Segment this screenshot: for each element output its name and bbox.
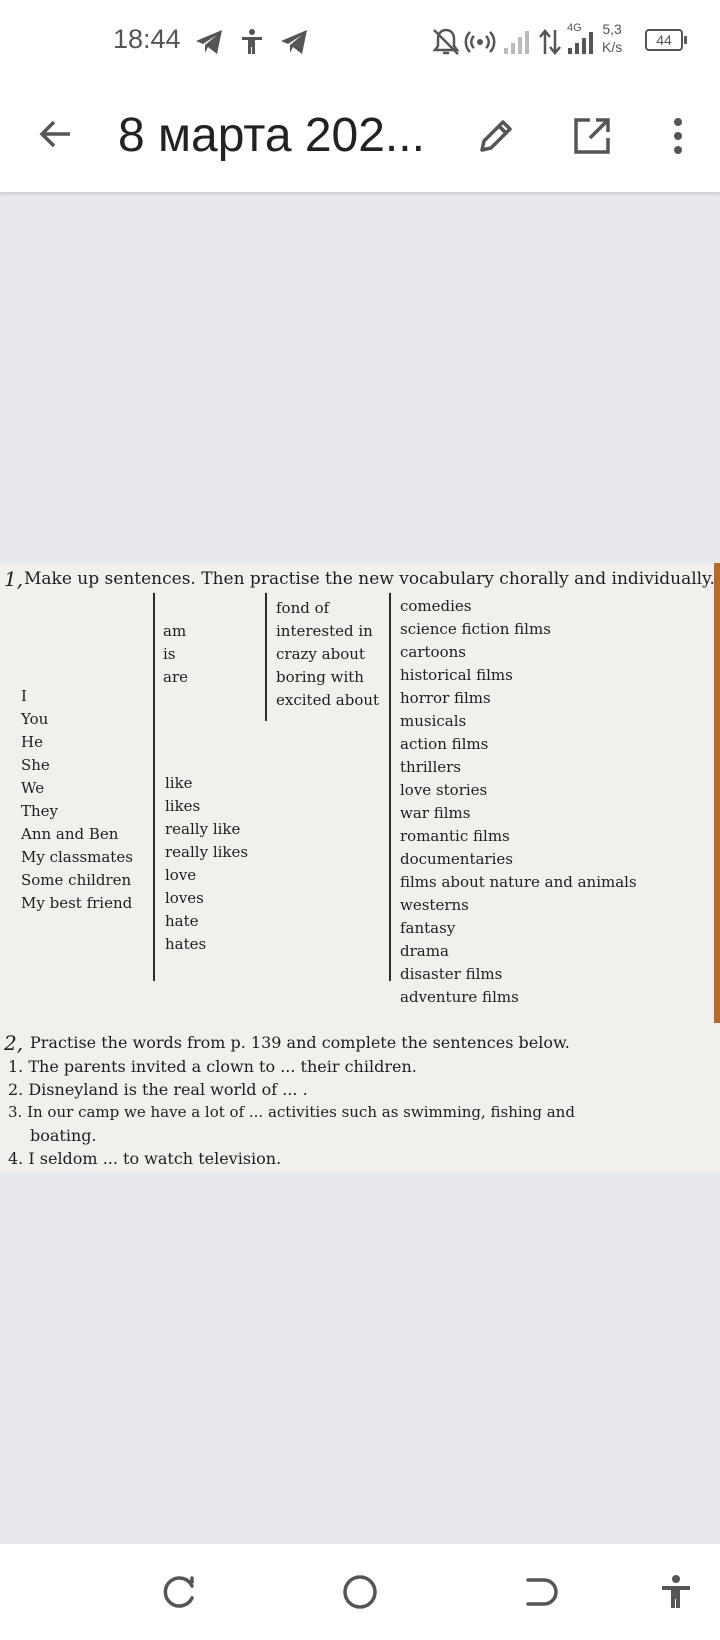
film-item: historical films [400, 666, 513, 684]
subject-item: I [21, 687, 27, 705]
be-verb-item: are [163, 668, 188, 686]
film-item: westerns [400, 896, 469, 914]
exercise2-sentence: boating. [30, 1126, 97, 1145]
film-item: love stories [400, 781, 488, 799]
recents-icon[interactable] [160, 1572, 200, 1612]
page-title: 8 марта 202... [118, 109, 425, 162]
verb-item: like [165, 774, 193, 792]
signal-4g-icon [566, 30, 596, 56]
subject-item: We [21, 779, 45, 797]
status-time: 18:44 [113, 24, 181, 54]
film-item: science fiction films [400, 620, 551, 638]
data-arrows-icon [534, 26, 566, 58]
exercise2-sentence: 1. The parents invited a clown to ... their children. [8, 1057, 417, 1076]
subject-item: You [21, 710, 49, 728]
film-item: action films [400, 735, 489, 753]
exercise2-sentence: 4. I seldom ... to watch television. [8, 1149, 282, 1168]
table-divider [153, 593, 155, 981]
back-arrow-icon[interactable] [36, 114, 76, 154]
be-verb-item: am [163, 622, 187, 640]
back-icon[interactable] [520, 1572, 560, 1612]
exercise1-number: 1, [4, 567, 24, 591]
film-item: horror films [400, 689, 491, 707]
network-speed: 5,3 K/s [602, 21, 623, 55]
table-divider [265, 593, 267, 721]
edit-pencil-icon[interactable] [474, 114, 518, 158]
phrase-item: excited about [276, 691, 380, 709]
verb-item: hate [165, 912, 199, 930]
home-icon[interactable] [340, 1572, 380, 1612]
subject-item: She [21, 756, 50, 774]
film-item: cartoons [400, 643, 466, 661]
film-item: thrillers [400, 758, 461, 776]
subject-item: My best friend [21, 894, 133, 912]
film-item: drama [400, 942, 449, 960]
phrase-item: fond of [276, 599, 330, 617]
accessibility-icon [236, 26, 268, 58]
film-item: romantic films [400, 827, 510, 845]
app-bar [0, 84, 720, 192]
subject-item: They [21, 802, 59, 820]
verb-item: really likes [165, 843, 249, 861]
signal-icon [500, 26, 532, 58]
more-vert-icon[interactable] [656, 114, 700, 158]
mute-icon [430, 26, 462, 58]
subject-item: Some children [21, 871, 132, 889]
exercise2-number: 2, [4, 1031, 24, 1055]
network-type: 4G [567, 22, 582, 34]
exercise2-sentence: 3. In our camp we have a lot of ... activities such as swimming, fishing and [8, 1103, 575, 1121]
film-item: musicals [400, 712, 467, 730]
film-item: fantasy [400, 919, 456, 937]
phrase-item: crazy about [276, 645, 365, 663]
phrase-item: interested in [276, 622, 373, 640]
film-item: war films [400, 804, 471, 822]
verb-item: hates [165, 935, 207, 953]
exercise2-instruction: Practise the words from p. 139 and complete the sentences below. [30, 1033, 570, 1052]
phrase-item: boring with [276, 668, 364, 686]
open-external-icon[interactable] [570, 114, 614, 158]
exercise1-instruction: Make up sentences. Then practise the new vocabulary chorally and individually. [24, 569, 715, 589]
exercise2-sentence: 2. Disneyland is the real world of ... . [8, 1080, 308, 1099]
page-edge [714, 563, 720, 1023]
subject-item: He [21, 733, 43, 751]
verb-item: really like [165, 820, 241, 838]
hotspot-icon [464, 26, 496, 58]
battery-indicator: 44 [645, 29, 683, 51]
film-item: comedies [400, 597, 472, 615]
verb-item: loves [165, 889, 204, 907]
film-item: films about nature and animals [400, 873, 637, 891]
verb-item: love [165, 866, 197, 884]
navigation-bar [0, 1544, 720, 1640]
table-divider [389, 593, 391, 981]
accessibility-icon[interactable] [656, 1572, 696, 1612]
film-item: documentaries [400, 850, 513, 868]
telegram-icon [193, 26, 225, 58]
document-photo [0, 563, 720, 1173]
subject-item: Ann and Ben [21, 825, 119, 843]
subject-item: My classmates [21, 848, 133, 866]
be-verb-item: is [163, 645, 176, 663]
telegram-icon [278, 26, 310, 58]
film-item: disaster films [400, 965, 503, 983]
status-bar [0, 0, 720, 84]
film-item: adventure films [400, 988, 519, 1006]
verb-item: likes [165, 797, 201, 815]
